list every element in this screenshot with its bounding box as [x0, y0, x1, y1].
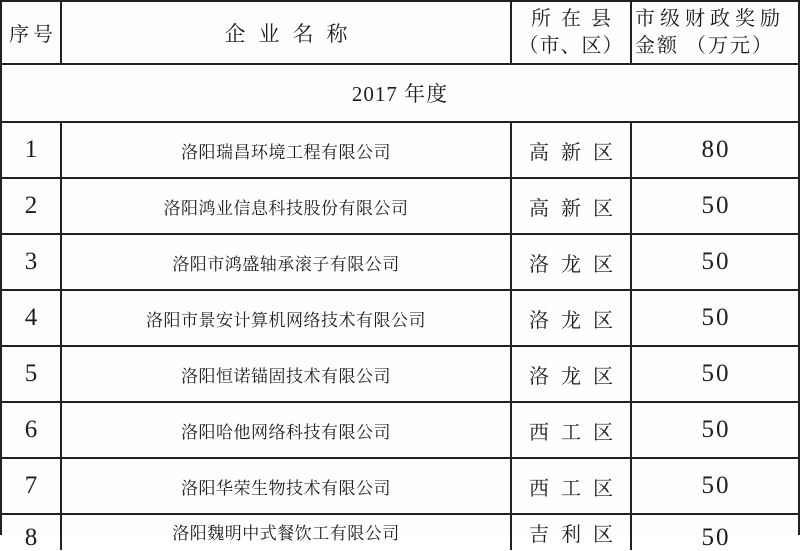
amount-cell: 80 [701, 136, 731, 163]
year-section-row [2, 65, 798, 123]
district-cell: 吉利区 [512, 515, 632, 550]
serial-cell: 2 [2, 179, 62, 233]
header-amount-line1: 市级财政奖励 [635, 7, 785, 30]
company-cell: 洛阳恒诺锚固技术有限公司 [62, 347, 512, 401]
company-cell: 洛阳华荣生物技术有限公司 [62, 459, 512, 513]
table-row [2, 235, 798, 291]
district-cell: 洛龙区 [512, 235, 632, 289]
header-district-line2: （市、区） [518, 34, 624, 57]
company-cell: 洛阳市鸿盛轴承滚子有限公司 [62, 235, 512, 289]
header-serial-label: 序号 [9, 24, 57, 46]
company-cell: 洛阳魏明中式餐饮工有限公司 [62, 515, 512, 550]
amount-cell: 50 [701, 360, 731, 387]
serial-cell: 4 [2, 291, 62, 345]
serial-cell: 6 [2, 403, 62, 457]
table-row [2, 123, 798, 179]
serial-cell: 1 [2, 123, 62, 177]
table-row [2, 347, 798, 403]
district-cell: 洛龙区 [512, 347, 632, 401]
district-cell: 高新区 [512, 179, 632, 233]
table-row [2, 403, 798, 459]
amount-cell: 50 [701, 304, 731, 331]
serial-cell: 3 [2, 235, 62, 289]
district-cell: 西工区 [512, 403, 632, 457]
company-cell: 洛阳瑞昌环境工程有限公司 [62, 123, 512, 177]
amount-cell: 50 [701, 192, 731, 219]
serial-cell: 5 [2, 347, 62, 401]
company-cell: 洛阳市景安计算机网络技术有限公司 [62, 291, 512, 345]
table-row [2, 179, 798, 235]
table-header-row [2, 2, 798, 65]
amount-cell: 50 [701, 472, 731, 499]
header-district-line1: 所在县 [531, 7, 621, 30]
header-serial [2, 2, 62, 63]
serial-cell: 7 [2, 459, 62, 513]
amount-cell: 50 [701, 524, 731, 551]
amount-cell: 50 [701, 248, 731, 275]
district-cell: 高新区 [512, 123, 632, 177]
header-company-label: 企业名称 [224, 21, 361, 46]
company-cell: 洛阳鸿业信息科技股份有限公司 [62, 179, 512, 233]
district-cell: 洛龙区 [512, 291, 632, 345]
table-row [2, 459, 798, 515]
header-amount-line2: 金额 （万元） [635, 34, 774, 57]
table-row [2, 291, 798, 347]
amount-cell: 50 [701, 416, 731, 443]
district-cell: 西工区 [512, 459, 632, 513]
header-amount [632, 2, 798, 63]
year-section-label: 2017 年度 [351, 82, 449, 106]
table-row-partial [2, 515, 798, 551]
header-company [62, 2, 512, 63]
company-cell: 洛阳哈他网络科技有限公司 [62, 403, 512, 457]
serial-cell: 8 [2, 515, 62, 550]
header-district [512, 2, 632, 63]
